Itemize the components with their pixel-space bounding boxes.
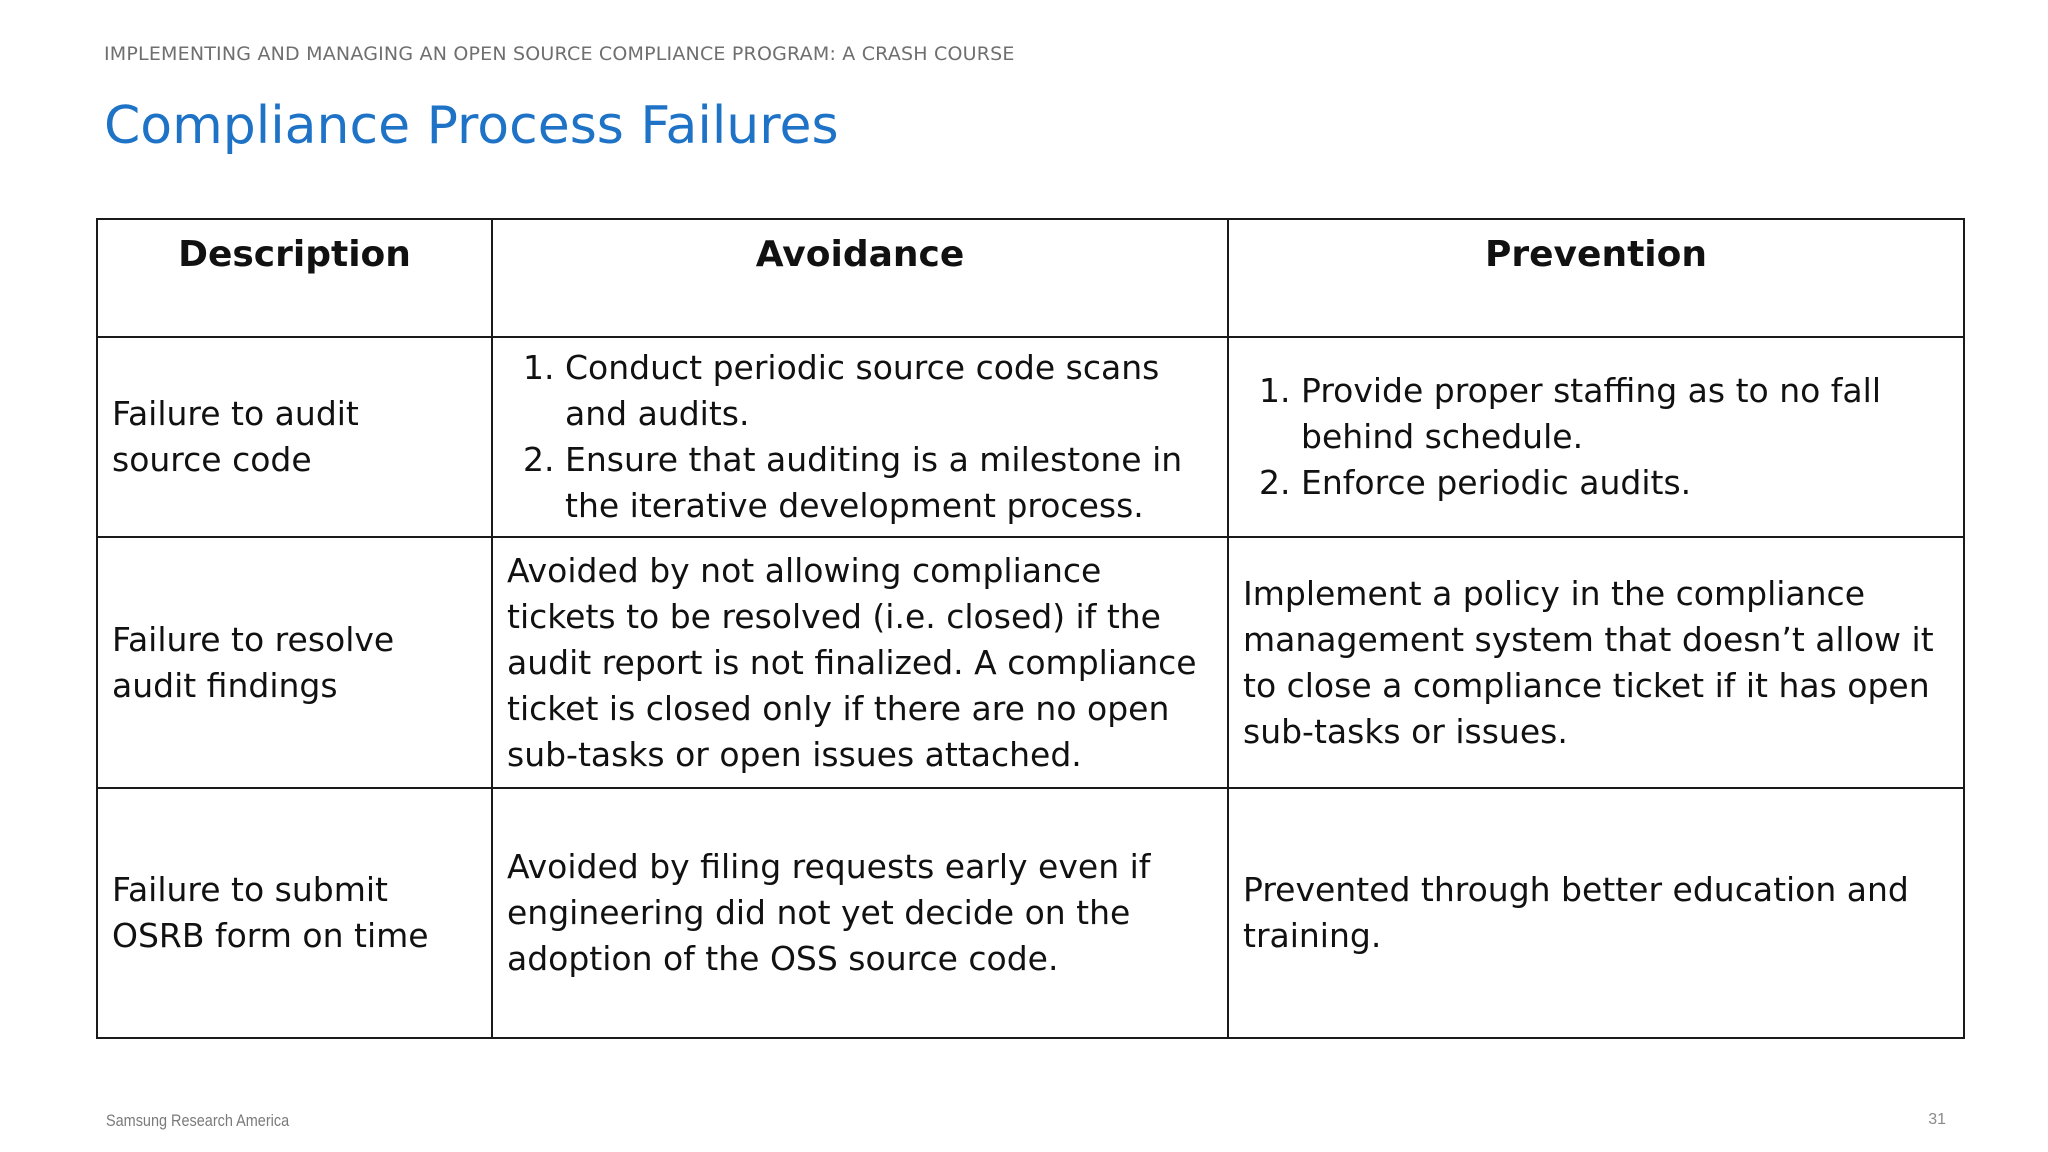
prevention-cell: Implement a policy in the compliance management system that doesn’t allow it to close a compliance ticket if it has open sub-tasks or issues.	[1228, 537, 1964, 788]
list-item: 2. Enforce periodic audits.	[1301, 460, 1949, 506]
avoidance-cell: Avoided by not allowing compliance tickets to be resolved (i.e. closed) if the audit report is not finalized. A compliance ticket is closed only if there are no open sub-tasks or open issues attached.	[492, 537, 1228, 788]
prevention-list	[1243, 368, 1949, 506]
avoidance-list	[507, 345, 1213, 529]
prevention-cell: Prevented through better education and training.	[1228, 788, 1964, 1038]
avoidance-cell: Avoided by filing requests early even if engineering did not yet decide on the adoption of the OSS source code.	[492, 788, 1228, 1038]
list-item: 1. Conduct periodic source code scans and audits.	[565, 345, 1213, 437]
table-row	[97, 788, 1964, 1038]
list-item: 1. Provide proper staffing as to no fall behind schedule.	[1301, 368, 1949, 460]
table-header-row	[97, 219, 1964, 337]
table-row	[97, 537, 1964, 788]
description-cell: Failure to submit OSRB form on time	[97, 788, 492, 1038]
prevention-cell	[1228, 337, 1964, 537]
description-cell: Failure to resolve audit findings	[97, 537, 492, 788]
table-row	[97, 337, 1964, 537]
avoidance-cell	[492, 337, 1228, 537]
footer-organization: Samsung Research America	[106, 1111, 290, 1130]
column-header-avoidance: Avoidance	[492, 219, 1228, 337]
compliance-failures-table	[96, 218, 1965, 1039]
page-number: 31	[1928, 1111, 1946, 1128]
presentation-supertitle: IMPLEMENTING AND MANAGING AN OPEN SOURCE COMPLIANCE PROGRAM: A CRASH COURSE	[104, 43, 1015, 65]
list-item: 2. Ensure that auditing is a milestone in the iterative development process.	[565, 437, 1213, 529]
column-header-prevention: Prevention	[1228, 219, 1964, 337]
slide-title: Compliance Process Failures	[104, 96, 839, 156]
description-cell: Failure to audit source code	[97, 337, 492, 537]
column-header-description: Description	[97, 219, 492, 337]
